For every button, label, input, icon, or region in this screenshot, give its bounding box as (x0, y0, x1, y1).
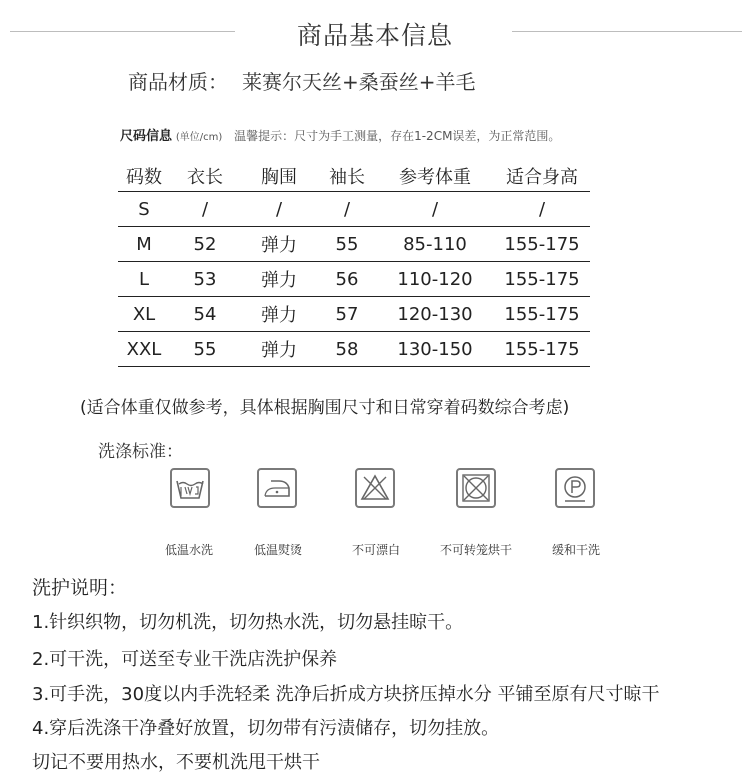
wash-label: 不可漂白 (351, 543, 400, 557)
care-line: 2.可干洗，可送至专业干洗店洗护保养 (32, 649, 338, 670)
table-row (118, 297, 590, 332)
weight-note: (适合体重仅做参考，具体根据胸围尺寸和日常穿着码数综合考虑) (80, 398, 570, 418)
table-cell: 56 (335, 268, 359, 290)
wash-30-icon (170, 468, 210, 508)
size-info-header (120, 125, 560, 144)
table-cell: / (201, 198, 209, 220)
care-line: 4.穿后洗涤干净叠好放置，切勿带有污渍储存，切勿挂放。 (32, 718, 500, 739)
table-cell: / (343, 198, 351, 220)
size-info-unit: (单位/cm) (175, 132, 223, 143)
table-cell: 57 (335, 303, 359, 325)
table-row (118, 227, 590, 262)
col-header-chest: 胸围 (261, 167, 297, 188)
table-cell: 52 (193, 233, 217, 255)
wash-label: 缓和干洗 (551, 543, 600, 557)
table-cell: 155-175 (504, 303, 580, 325)
material-label: 商品材质： (128, 70, 228, 94)
wash-label: 低温熨烫 (253, 543, 302, 557)
table-cell: 弹力 (261, 340, 297, 361)
size-table-header-row (118, 161, 590, 192)
iron-low-icon (257, 468, 297, 508)
page-title: 商品基本信息 (296, 21, 453, 50)
size-info-title: 尺码信息 (120, 129, 173, 144)
material-row (128, 66, 476, 95)
no-tumble-dry-icon (456, 468, 496, 508)
table-cell: 155-175 (504, 268, 580, 290)
table-cell: 110-120 (397, 268, 473, 290)
table-cell: 55 (335, 233, 359, 255)
table-cell: / (538, 198, 546, 220)
care-line: 1.针织织物，切勿机洗，切勿热水洗，切勿悬挂晾干。 (32, 612, 464, 633)
table-cell: 85-110 (403, 233, 467, 255)
table-cell: 弹力 (261, 270, 297, 291)
table-cell: 130-150 (397, 338, 473, 360)
wash-label: 低温水洗 (164, 543, 213, 557)
col-header-size: 码数 (126, 167, 162, 188)
table-cell: M (136, 233, 152, 255)
divider-right (512, 31, 742, 32)
col-header-height: 适合身高 (506, 167, 578, 188)
material-value: 莱赛尔天丝+桑蚕丝+羊毛 (242, 70, 476, 94)
table-row (118, 192, 590, 227)
table-cell: 58 (335, 338, 359, 360)
washing-title: 洗涤标准： (98, 442, 183, 462)
col-header-length: 衣长 (187, 167, 223, 188)
table-cell: 155-175 (504, 338, 580, 360)
table-cell: XL (132, 303, 156, 325)
table-cell: L (138, 268, 150, 290)
table-cell: 弹力 (261, 305, 297, 326)
table-cell: 53 (193, 268, 217, 290)
size-table (118, 161, 590, 367)
table-cell: 弹力 (261, 235, 297, 256)
table-cell: XXL (126, 338, 162, 360)
care-line: 切记不要用热水，不要机洗甩干烘干 (32, 752, 320, 773)
col-header-sleeve: 袖长 (329, 167, 365, 188)
table-row (118, 262, 590, 297)
care-title: 洗护说明： (32, 577, 128, 599)
table-cell: 155-175 (504, 233, 580, 255)
table-cell: S (138, 198, 150, 220)
table-cell: / (431, 198, 439, 220)
wash-label: 不可转笼烘干 (439, 543, 512, 557)
no-bleach-icon (355, 468, 395, 508)
size-info-tip: 温馨提示：尺寸为手工测量，存在1-2CM误差，为正常范围。 (234, 129, 561, 143)
table-cell: 55 (193, 338, 217, 360)
table-cell: / (275, 198, 283, 220)
table-cell: 120-130 (397, 303, 473, 325)
gentle-dry-clean-icon (555, 468, 595, 508)
section-header (0, 12, 750, 52)
table-cell: 54 (193, 303, 217, 325)
care-line: 3.可手洗，30度以内手洗轻柔 洗净后折成方块挤压掉水分 平铺至原有尺寸晾干 (32, 684, 660, 705)
table-row (118, 332, 590, 367)
col-header-weight: 参考体重 (399, 167, 471, 188)
